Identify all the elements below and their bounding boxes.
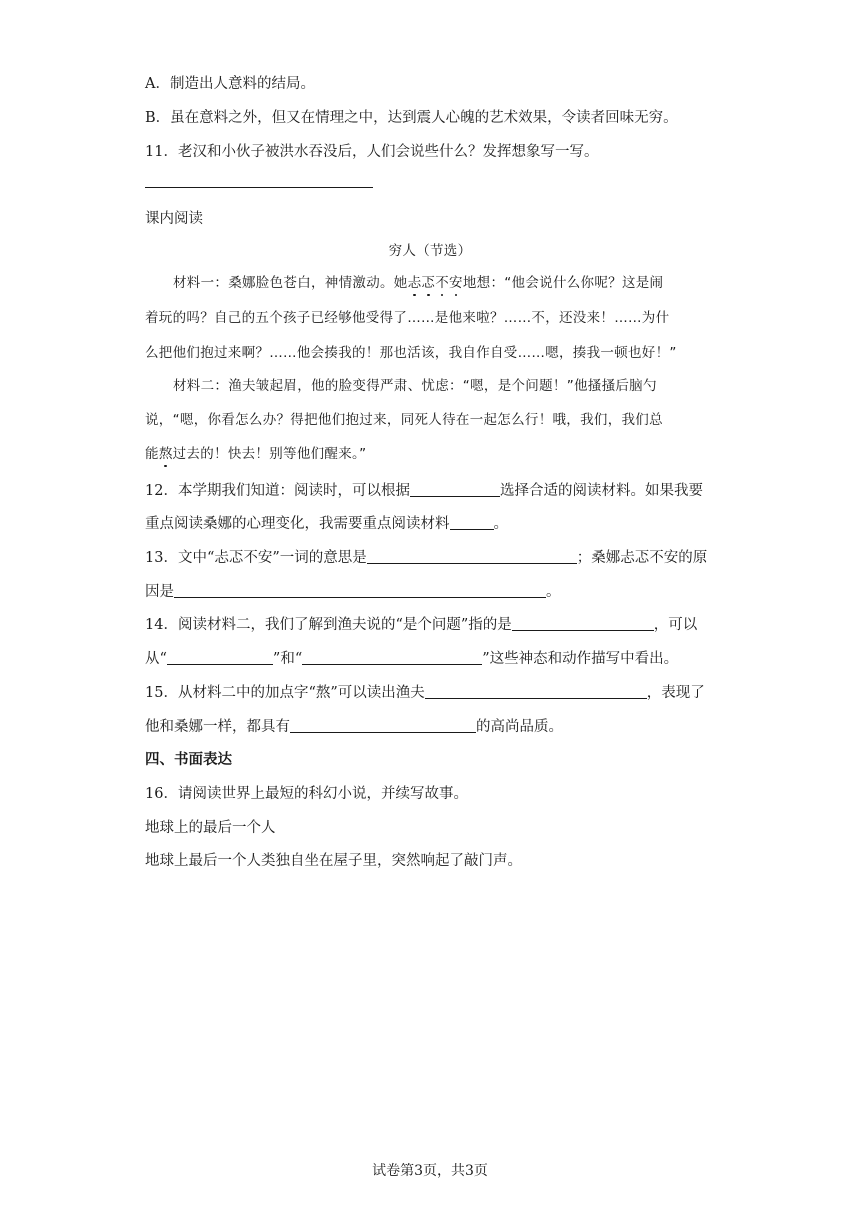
q14-blank-1[interactable] [512,615,654,631]
q12-line-2 [145,514,508,534]
q14-blank-2[interactable] [167,649,273,665]
q14-text: ，可以 [653,617,698,633]
q13-blank-1[interactable] [367,548,577,564]
q15-blank-1[interactable] [425,683,647,699]
q13-line-1 [145,548,707,568]
emphasis-char: 不 [435,275,450,291]
emphasis-char: 忑 [421,275,436,291]
section-4-heading: 四、书面表达 [145,751,232,768]
q14-text: ”和“ [272,651,303,667]
q12-blank-1[interactable] [410,481,500,497]
q15-line-2 [145,717,563,737]
material-2-text-a: 能 [145,446,159,462]
q12-text: 选择合适的阅读材料。如果我要 [499,483,703,499]
q14-line-1 [145,615,697,635]
q11-question: 11．老汉和小伙子被洪水吞没后，人们会说些什么？发挥想象写一写。 [145,144,599,160]
q15-blank-2[interactable] [290,717,476,733]
q11-answer-line[interactable] [145,187,373,188]
q10-option-a: A．制造出人意料的结局。 [145,76,315,92]
story-text: 地球上最后一个人类独自坐在屋子里，突然响起了敲门声。 [145,853,522,869]
q10-option-b: B．虽在意料之外，但又在情理之中，达到震人心魄的艺术效果，令读者回味无穷。 [145,110,678,126]
q15-line-1 [145,683,705,703]
material-1-line-1 [173,273,663,293]
q15-text: 的高尚品质。 [476,719,563,735]
q12-text: 重点阅读桑娜的心理变化，我需要重点阅读材料 [145,516,450,532]
section-label: 课内阅读 [145,211,203,227]
material-2-text-b: 过去的！快去！别等他们醒来。” [172,446,367,462]
material-1-line-3: 么把他们抱过来啊？……他会揍我的！那也活该，我自作自受……嗯，揍我一顿也好！” [145,345,677,361]
page-footer: 试卷第3页，共3页 [372,1163,488,1179]
q14-blank-3[interactable] [302,649,482,665]
q13-text: 。 [546,584,561,600]
q13-blank-2[interactable] [174,582,546,598]
q14-text: 从“ [145,651,167,667]
q12-text: 12．本学期我们知道：阅读时，可以根据 [145,483,410,499]
q13-text: 13．文中“忐忑不安”一词的意思是 [145,550,367,566]
material-1-text-b: 地想：“他会说什么你呢？这是闹 [462,275,664,291]
passage-title: 穷人（节选） [388,243,472,259]
q12-text: 。 [493,516,508,532]
q16-question: 16．请阅读世界上最短的科幻小说，并续写故事。 [145,786,468,802]
story-title: 地球上的最后一个人 [145,820,276,836]
q14-text: ”这些神态和动作描写中看出。 [482,651,679,667]
q13-line-2 [145,582,561,602]
material-1-text-a: 材料一：桑娜脸色苍白，神情激动。她 [173,275,408,291]
material-2-line-3 [145,444,366,464]
q13-text: 因是 [145,584,174,600]
material-2-line-2: 说，“嗯，你看怎么办？得把他们抱过来，同死人待在一起怎么行！哦，我们，我们总 [145,412,663,428]
emphasis-char: 熬 [158,446,173,462]
q14-line-2 [145,649,678,669]
q12-blank-2[interactable] [450,514,494,530]
q14-text: 14．阅读材料二，我们了解到渔夫说的“是个问题”指的是 [145,617,512,633]
q15-text: 他和桑娜一样，都具有 [145,719,290,735]
q12-line-1 [145,481,703,501]
material-2-line-1: 材料二：渔夫皱起眉，他的脸变得严肃、忧虑：“嗯，是个问题！”他搔搔后脑勺 [173,378,657,394]
q15-text: 15．从材料二中的加点字“熬”可以读出渔夫 [145,685,425,701]
emphasis-char: 安 [449,275,463,291]
emphasis-char: 忐 [407,275,422,291]
material-1-line-2: 着玩的吗？自己的五个孩子已经够他受得了……是他来啦？……不，还没来！……为什 [145,310,670,326]
q15-text: ，表现了 [646,685,705,701]
q13-text: ；桑娜忐忑不安的原 [576,550,708,566]
